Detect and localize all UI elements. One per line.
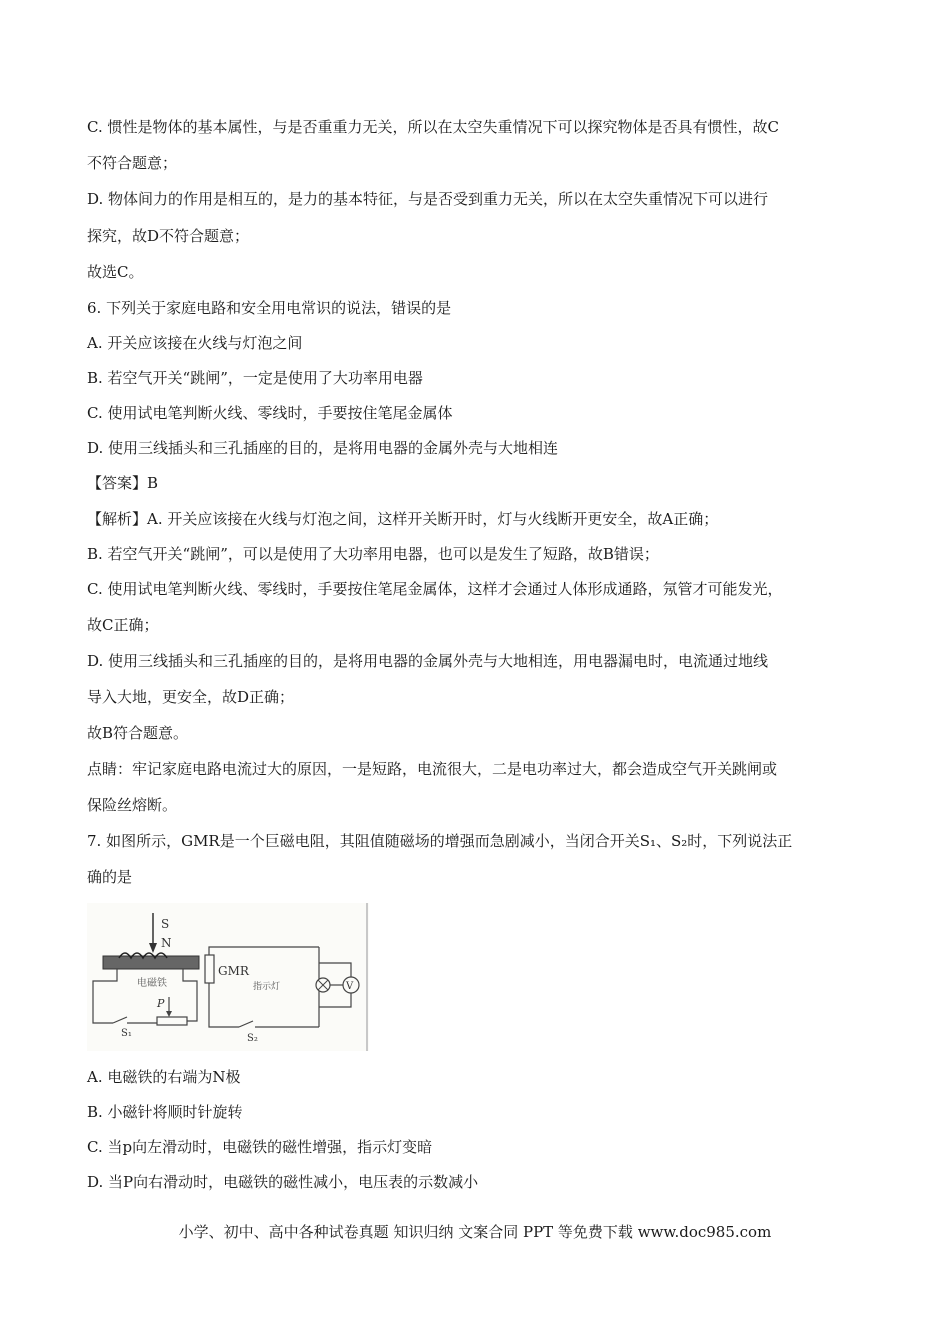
circuit-figure — [87, 903, 369, 1051]
label-v: V — [346, 981, 354, 992]
tip-line: 保险丝熔断。 — [87, 796, 178, 814]
option-b: B. 若空气开关“跳闸”，一定是使用了大功率用电器 — [87, 369, 423, 387]
text-line: 探究，故D不符合题意； — [87, 227, 250, 245]
question-7: 7. 如图所示，GMR是一个巨磁电阻，其阻值随磁场的增强而急剧减小，当闭合开关S₁、S₂时，下列说法正 — [87, 832, 793, 850]
label-gmr: GMR — [218, 964, 249, 978]
analysis-line: D. 使用三线插头和三孔插座的目的，是将用电器的金属外壳与大地相连，用电器漏电时，电流通过地线 — [87, 652, 769, 670]
option-a: A. 开关应该接在火线与灯泡之间 — [87, 334, 303, 352]
question-7-cont: 确的是 — [87, 868, 133, 886]
option-d: D. 当P向右滑动时，电磁铁的磁性减小，电压表的示数减小 — [87, 1173, 479, 1191]
label-lamp: 指示灯 — [253, 982, 281, 992]
text-line: D. 物体间力的作用是相互的，是力的基本特征，与是否受到重力无关，所以在太空失重情况下可以进行 — [87, 190, 769, 208]
option-c: C. 当p向左滑动时，电磁铁的磁性增强，指示灯变暗 — [87, 1138, 433, 1156]
text-line: C. 惯性是物体的基本属性，与是否重重力无关，所以在太空失重情况下可以探究物体是否具有惯性，故C — [87, 118, 779, 136]
label-s2: S₂ — [247, 1033, 258, 1044]
analysis-line: 故C正确； — [87, 616, 159, 634]
answer: 【答案】B — [87, 474, 159, 492]
text-line: 故B符合题意。 — [87, 724, 189, 742]
label-s: S — [161, 917, 170, 931]
tip-line: 点睛：牢记家庭电路电流过大的原因，一是短路，电流很大，二是电功率过大，都会造成空气开关跳闸或 — [87, 760, 778, 778]
label-s1: S₁ — [121, 1028, 132, 1039]
text-line: 故选C。 — [87, 263, 144, 281]
analysis-line: 导入大地，更安全，故D正确； — [87, 688, 295, 706]
label-p: P — [157, 997, 165, 1010]
label-electromagnet: 电磁铁 — [137, 978, 167, 989]
analysis-line: C. 使用试电笔判断火线、零线时，手要按住笔尾金属体，这样才会通过人体形成通路，氖管才可能发光， — [87, 580, 783, 598]
option-d: D. 使用三线插头和三孔插座的目的，是将用电器的金属外壳与大地相连 — [87, 439, 559, 457]
page-footer: 小学、初中、高中各种试卷真题 知识归纳 文案合同 PPT 等免费下载 www.doc985.com — [178, 1223, 772, 1241]
option-a: A. 电磁铁的右端为N极 — [87, 1068, 241, 1086]
label-n: N — [161, 936, 172, 950]
analysis-line: B. 若空气开关“跳闸”，可以是使用了大功率用电器，也可以是发生了短路，故B错误； — [87, 545, 659, 563]
analysis-line: 【解析】A. 开关应该接在火线与灯泡之间，这样开关断开时，灯与火线断开更安全，故A正确； — [87, 510, 719, 528]
option-b: B. 小磁针将顺时针旋转 — [87, 1103, 243, 1121]
text-line: 不符合题意； — [87, 154, 178, 172]
question-6: 6. 下列关于家庭电路和安全用电常识的说法，错误的是 — [87, 299, 452, 317]
option-c: C. 使用试电笔判断火线、零线时，手要按住笔尾金属体 — [87, 404, 453, 422]
